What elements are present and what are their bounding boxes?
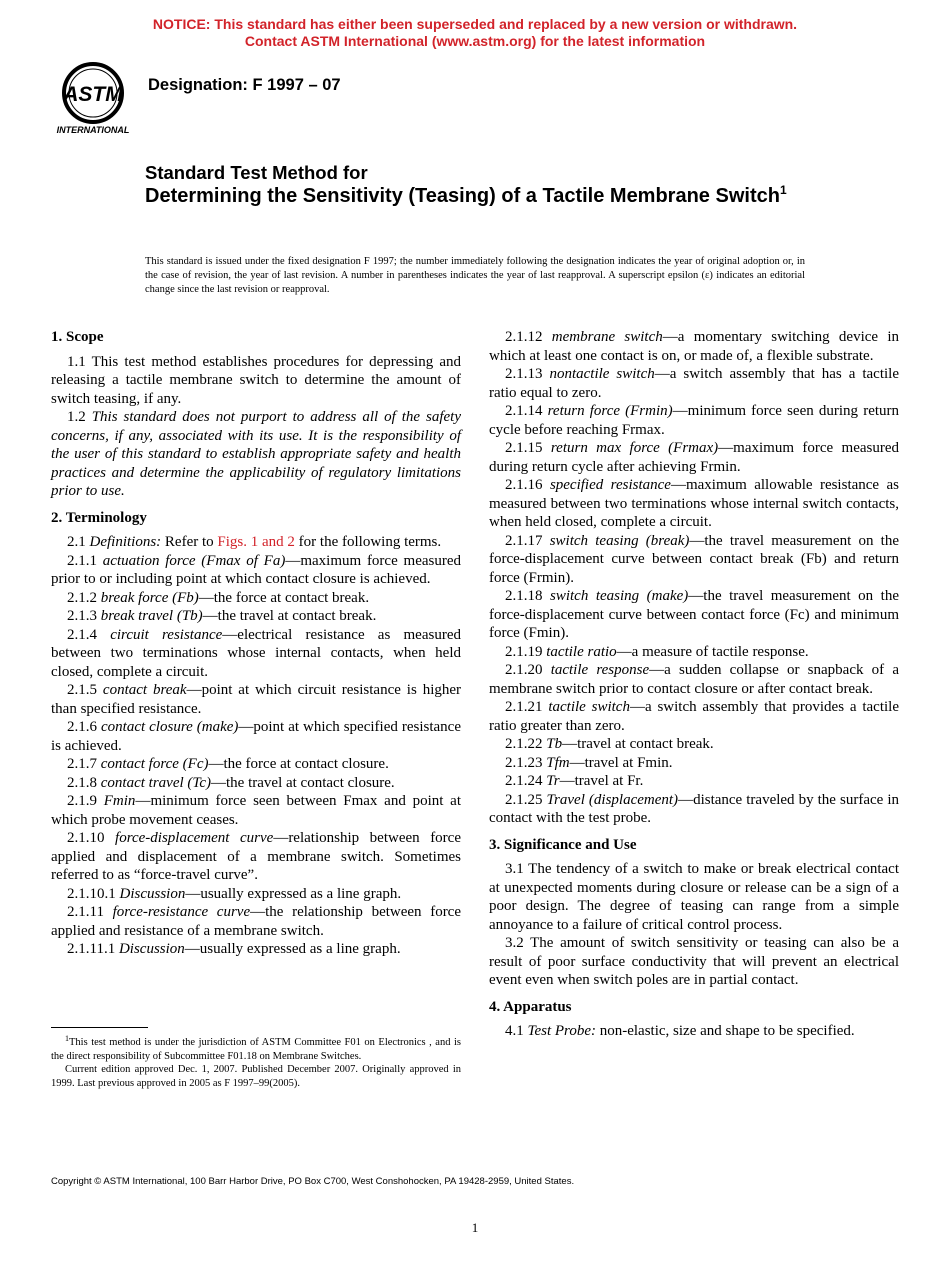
definition-2-1-22 (489, 735, 899, 754)
def-number: 2.1.9 (67, 793, 97, 809)
copyright: Copyright © ASTM International, 100 Barr Harbor Drive, PO Box C700, West Conshohocken, PA 19428-2959, United States. (51, 1176, 575, 1187)
definition-2-1-25 (489, 791, 899, 828)
definition-2-1-11 (51, 903, 461, 940)
footnote-1 (51, 1036, 461, 1063)
def-text: —the travel at contact closure. (211, 774, 395, 791)
def-term: Tr (546, 773, 560, 789)
def-text: —travel at Fmin. (569, 754, 673, 771)
def-text: —maximum force measured prior to or including point at which contact closure is achieved. (51, 552, 462, 587)
section-heading-apparatus: 4. Apparatus (489, 998, 572, 1015)
def-text: —point at which circuit resistance is higher than specified resistance. (51, 682, 462, 717)
def-number: 2.1.1 (67, 552, 97, 569)
definition-2-1-16 (489, 476, 899, 532)
definition-2-1-11-1 (51, 940, 461, 959)
def-number: 2.1.22 (505, 736, 543, 752)
def-term: tactile ratio (546, 643, 617, 660)
def-number: 2.1.15 (505, 440, 543, 456)
def-term: Discussion (118, 941, 185, 957)
astm-logo (52, 60, 134, 136)
definition-2-1-14 (489, 402, 899, 439)
def-number: 2.1.8 (67, 774, 97, 791)
safety-statement: This standard does not purport to address all of the safety concerns, if any, associated with its use. It is the responsibility of the user of this standard to establish appropriate safety and health practices and determine the applicability of regulatory limitations prior to use. (51, 409, 462, 499)
paragraph-3-2: 3.2 The amount of switch sensitivity or teasing can also be a result of poor surface conductivity that will prevent an electrical event even when switch poles are in partial contact. (489, 935, 899, 988)
def-text: —usually expressed as a line graph. (184, 941, 401, 957)
def-number: 2.1.6 (67, 719, 97, 735)
definition-2-1-3 (51, 607, 461, 626)
def-number: 2.1.16 (505, 477, 543, 493)
def-term: specified resistance (549, 477, 671, 493)
def-text: —the travel measurement on the force-displacement curve between contact force (Fc) and minimum force (Fmin). (489, 588, 899, 641)
def-number: 2.1.20 (505, 662, 543, 678)
title-pre: Standard Test Method for (145, 162, 368, 183)
def-text: —maximum force measured during return cycle after achieving Frmin. (489, 440, 899, 475)
def-number: 2.1.10.1 (67, 885, 116, 902)
def-text: —the travel measurement on the force-displacement curve between contact break (Fb) and return force (Frmin). (489, 532, 899, 586)
def-term: contact break (102, 682, 187, 698)
right-column (489, 328, 899, 1041)
def-number: 2.1.11.1 (67, 941, 116, 957)
definition-2-1-24 (489, 772, 899, 791)
section-heading-terminology: 2. Terminology (51, 509, 147, 526)
def-term: return max force (Frmax) (550, 440, 719, 456)
footnotes (51, 1036, 461, 1090)
def-number: 2.1.10 (67, 830, 105, 846)
def-term: break force (Fb) (100, 589, 199, 606)
definition-2-1-2 (51, 589, 461, 608)
definition-2-1-21 (489, 698, 899, 735)
definition-2-1-15 (489, 439, 899, 476)
def-term: Test Probe: (527, 1023, 596, 1039)
def-term: nontactile switch (549, 366, 655, 382)
para-number: 1.2 (67, 409, 86, 425)
def-number: 2.1.2 (67, 589, 97, 606)
def-term: contact closure (make) (101, 719, 239, 735)
def-term: switch teasing (break) (549, 532, 690, 549)
def-text: —a switch assembly that provides a tactile ratio greater than zero. (489, 699, 899, 734)
title-main-text: Determining the Sensitivity (Teasing) of a Tactile Membrane Switch (145, 185, 780, 207)
def-text: non-elastic, size and shape to be specified. (599, 1023, 855, 1039)
paragraph-3-1: 3.1 The tendency of a switch to make or break electrical contact at unexpected moments during closure or release can be a sign of a poor design. The degree of teasing can range from a simple annoyance to a failure of critical control process. (489, 861, 899, 933)
paragraph-4-1 (489, 1022, 899, 1041)
def-text: —a switch assembly that has a tactile ratio equal to zero. (489, 366, 900, 401)
def-text: —a momentary switching device in which at least one contact is on, or made of, a flexible substrate. (489, 329, 900, 364)
footnote-mark: 1 (65, 1034, 69, 1043)
def-number: 2.1 (67, 534, 86, 550)
definition-2-1-10-1 (51, 885, 461, 904)
def-term: tactile response (550, 662, 650, 678)
def-number: 2.1.11 (67, 904, 104, 920)
definition-2-1-17 (489, 532, 899, 588)
definition-2-1-18 (489, 587, 899, 643)
page-number: 1 (471, 1220, 479, 1235)
def-number: 2.1.19 (505, 643, 543, 660)
def-number: 2.1.23 (505, 754, 543, 771)
def-number: 2.1.13 (505, 366, 543, 382)
definition-2-1-8 (51, 774, 461, 793)
definition-2-1-12 (489, 328, 899, 365)
def-term: switch teasing (make) (550, 588, 689, 604)
def-term: contact force (Fc) (100, 756, 209, 772)
definition-2-1 (51, 533, 461, 552)
section-heading-significance: 3. Significance and Use (489, 836, 637, 853)
footnote-divider (51, 1027, 148, 1028)
def-text: —the relationship between force applied and resistance of a membrane switch. (51, 904, 461, 939)
def-term: actuation force (Fmax of Fa) (102, 552, 286, 569)
def-term: contact travel (Tc) (100, 774, 212, 791)
def-term: Fmin (103, 793, 136, 809)
logo-text: ASTM (63, 83, 123, 106)
def-term: return force (Frmin) (547, 403, 673, 419)
definition-2-1-4 (51, 626, 461, 682)
def-term: force-resistance curve (112, 904, 251, 920)
def-text: —minimum force seen during return cycle before reaching Frmax. (489, 403, 900, 438)
def-number: 2.1.4 (67, 626, 97, 643)
def-term: Tb (546, 736, 563, 752)
logo-international: INTERNATIONAL (56, 125, 130, 135)
definition-2-1-7 (51, 755, 461, 774)
def-number: 2.1.3 (67, 608, 97, 624)
def-term: tactile switch (548, 699, 630, 715)
definition-2-1-5 (51, 681, 461, 718)
para-number: 4.1 (505, 1023, 524, 1039)
def-term: force-displacement curve (115, 830, 274, 846)
notice-line-1: NOTICE: This standard has either been superseded and replaced by a new version or withdrawn. (152, 16, 798, 32)
def-number: 2.1.12 (505, 329, 543, 345)
def-number: 2.1.25 (505, 791, 543, 808)
definition-2-1-13 (489, 365, 899, 402)
def-number: 2.1.14 (505, 403, 543, 419)
definition-2-1-9 (51, 792, 461, 829)
def-text: —minimum force seen between Fmax and point at which probe movement ceases. (51, 793, 461, 828)
def-text: —point at which specified resistance is achieved. (51, 719, 461, 754)
def-text: Refer to (164, 534, 214, 550)
def-term: circuit resistance (110, 626, 223, 643)
def-text: —the travel at contact break. (202, 608, 377, 624)
def-text: —usually expressed as a line graph. (185, 885, 402, 902)
definition-2-1-10 (51, 829, 461, 885)
def-number: 2.1.24 (505, 773, 543, 789)
def-number: 2.1.21 (505, 699, 543, 715)
def-text: —electrical resistance as measured between two terminations whose internal contacts, when held closed, complete a circuit. (51, 626, 461, 680)
footnote-text: This test method is under the jurisdiction of ASTM Committee F01 on Electronics , and is the direct responsibility of Subcommittee F01.18 on Membrane Switches. (51, 1037, 461, 1062)
def-term: break travel (Tb) (100, 608, 203, 624)
def-text: —a measure of tactile response. (616, 643, 809, 660)
def-term: Discussion (119, 885, 186, 902)
def-text: —a sudden collapse or snapback of a membrane switch prior to contact closure or after contact break. (489, 662, 899, 697)
def-number: 2.1.17 (505, 532, 543, 549)
issue-note: This standard is issued under the fixed designation F 1997; the number immediately following the designation indicates the year of original adoption or, in the case of revision, the year of last revision. A number in parentheses indicates the year of last reapproval. A superscript epsilon (ε) indicates an editorial change since the last revision or reapproval. (145, 256, 805, 295)
paragraph-1-1: 1.1 This test method establishes procedures for depressing and releasing a tactile membrane switch to determine the amount of switch teasing, if any. (51, 353, 461, 407)
left-column (51, 328, 461, 959)
footnote-edition: Current edition approved Dec. 1, 2007. Published December 2007. Originally approved in 1999. Last previous approved in 2005 as F 1997–99(2005). (51, 1064, 461, 1089)
def-text: —maximum allowable resistance as measured between two terminations whose internal switch contacts, when held closed, complete a circuit. (489, 477, 900, 530)
definition-2-1-6 (51, 718, 461, 755)
definition-2-1-20 (489, 661, 899, 698)
astm-logo-icon (52, 60, 134, 136)
title-footnote-mark: 1 (779, 183, 787, 197)
figure-link[interactable]: Figs. 1 and 2 (217, 534, 295, 550)
def-text: —relationship between force applied and displacement of a membrane switch. Sometimes referred to as “force-travel curve”. (51, 830, 461, 883)
def-text: —distance traveled by the surface in contact with the test probe. (489, 791, 899, 826)
definition-2-1-23 (489, 754, 899, 773)
def-number: 2.1.7 (67, 756, 97, 772)
definition-2-1-1 (51, 552, 461, 589)
definition-2-1-19 (489, 643, 899, 662)
def-term: Tfm (546, 754, 570, 771)
def-text: —the force at contact break. (198, 589, 370, 606)
def-term: Definitions: (89, 534, 162, 550)
section-heading-scope: 1. Scope (51, 329, 104, 345)
notice-banner (0, 16, 950, 50)
title-main (145, 184, 865, 208)
designation: Designation: F 1997 – 07 (148, 76, 341, 94)
def-number: 2.1.18 (505, 588, 543, 604)
document-title (145, 162, 865, 208)
def-term: membrane switch (551, 329, 663, 345)
def-text: —the force at contact closure. (208, 756, 389, 772)
paragraph-1-2 (51, 408, 461, 501)
def-text: —travel at Fr. (559, 773, 644, 789)
notice-line-2: Contact ASTM International (www.astm.org) for the latest information (244, 33, 706, 49)
def-text: for the following terms. (298, 534, 442, 550)
def-number: 2.1.5 (67, 682, 97, 698)
def-term: Travel (displacement) (546, 791, 679, 808)
def-text: —travel at contact break. (562, 736, 714, 752)
